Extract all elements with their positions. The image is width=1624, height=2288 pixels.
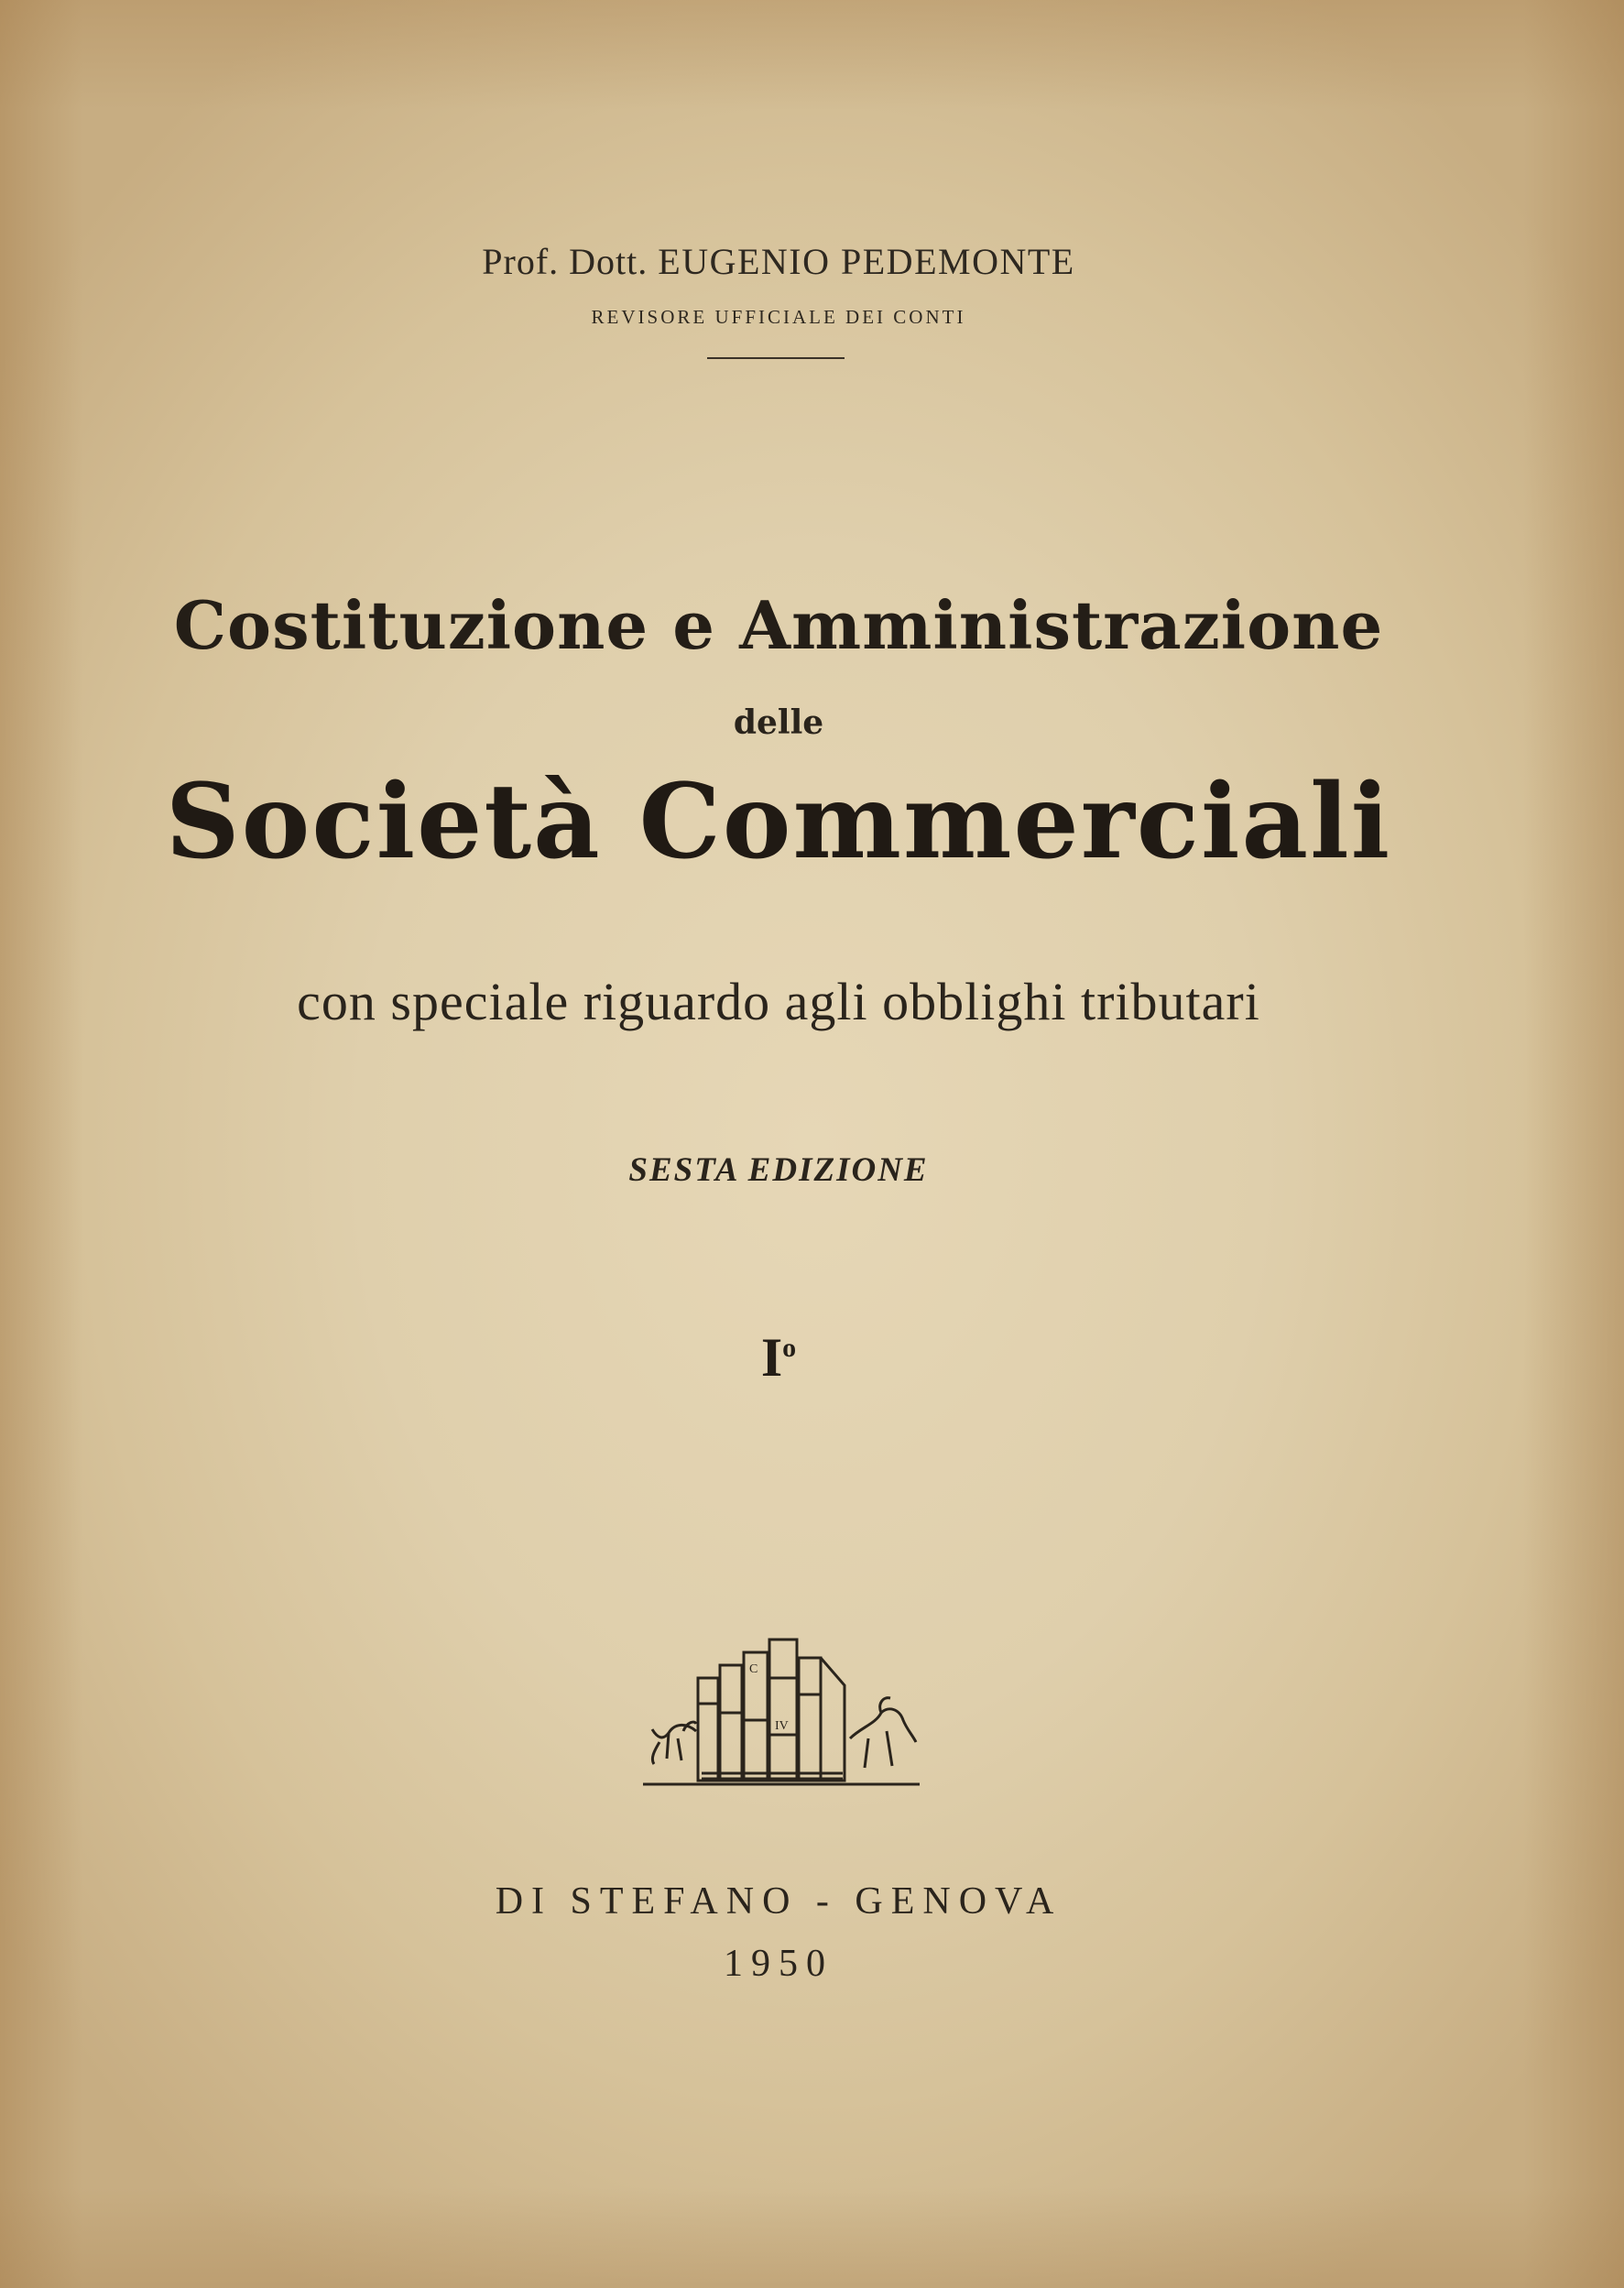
volume-numeral: I <box>760 1327 783 1388</box>
publisher-name: DI STEFANO - GENOVA <box>495 1880 1063 1923</box>
author-prefix: Prof. Dott. <box>482 241 649 282</box>
books-and-horses-emblem-icon <box>641 1621 921 1795</box>
page-stain-top <box>0 0 1624 110</box>
author-role: REVISORE UFFICIALE DEI CONTI <box>591 306 966 328</box>
page-stain-bottom <box>0 2187 1624 2288</box>
volume-ordinal-mark: o <box>782 1333 797 1363</box>
subtitle: con speciale riguardo agli obblighi tributari <box>297 972 1260 1031</box>
author-line <box>0 240 1557 283</box>
author-name: EUGENIO PEDEMONTE <box>658 241 1075 282</box>
volume-number <box>0 1326 1557 1389</box>
book-spine-letter-iv: IV <box>775 1719 789 1733</box>
book-spine-letter-c: C <box>749 1662 758 1676</box>
title-line-1: Costituzione e Amministrazione <box>173 586 1384 664</box>
divider-rule <box>707 357 845 359</box>
publication-year: 1950 <box>724 1943 834 1985</box>
title-line-2: Società Commerciali <box>165 762 1392 882</box>
edition-label: SESTA EDIZIONE <box>628 1151 929 1189</box>
title-connector: delle <box>733 703 824 742</box>
